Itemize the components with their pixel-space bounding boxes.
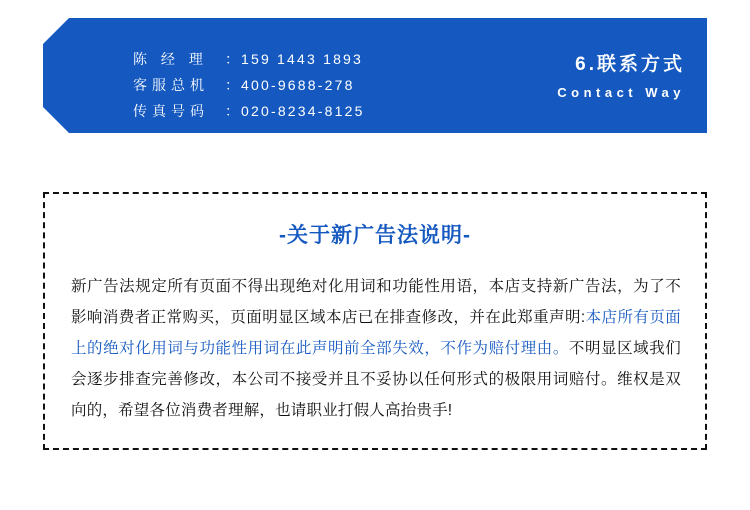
contact-colon: ： bbox=[225, 103, 242, 119]
notice-text-part2: 不明显区域我们会逐步排查完善修改，本公司不接受并且不妥协以任何形式的极限用词赔付。维权是双向的，希望各位消费者理解，也请职业打假人高抬贵手! bbox=[71, 340, 681, 419]
banner-corner-notch-bottom-left bbox=[43, 107, 69, 133]
notice-body bbox=[71, 271, 681, 426]
notice-text-highlight: 本店所有页面上的绝对化用词与功能性用词在此声明前全部失效，不作为赔付理由。 bbox=[71, 309, 681, 357]
contact-colon: ： bbox=[225, 77, 242, 93]
advertising-law-notice bbox=[43, 192, 707, 450]
contact-value: 159 1443 1893 bbox=[241, 51, 364, 67]
contact-row bbox=[133, 98, 463, 124]
contact-colon: ： bbox=[225, 51, 242, 67]
contact-row bbox=[133, 46, 463, 72]
contact-list bbox=[133, 46, 463, 124]
banner-corner-notch-top-left bbox=[43, 18, 69, 44]
contact-label: 陈 经 理 bbox=[133, 51, 208, 67]
contact-label: 传真号码 bbox=[133, 103, 209, 119]
banner-diagonal-divider bbox=[463, 18, 499, 133]
contact-banner bbox=[43, 18, 707, 133]
section-title-en: Contact Way bbox=[557, 85, 685, 100]
contact-label: 客服总机 bbox=[133, 77, 209, 93]
contact-value: 400-9688-278 bbox=[241, 77, 355, 93]
notice-text-part1: 新广告法规定所有页面不得出现绝对化用词和功能性用语，本店支持新广告法，为了不影响消费者正常购买，页面明显区域本店已在排查修改，并在此郑重声明: bbox=[71, 278, 681, 326]
contact-row bbox=[133, 72, 463, 98]
contact-value: 020-8234-8125 bbox=[241, 103, 365, 119]
section-title-zh: 6.联系方式 bbox=[575, 54, 685, 75]
section-title bbox=[557, 52, 685, 104]
notice-title: -关于新广告法说明- bbox=[279, 224, 471, 247]
